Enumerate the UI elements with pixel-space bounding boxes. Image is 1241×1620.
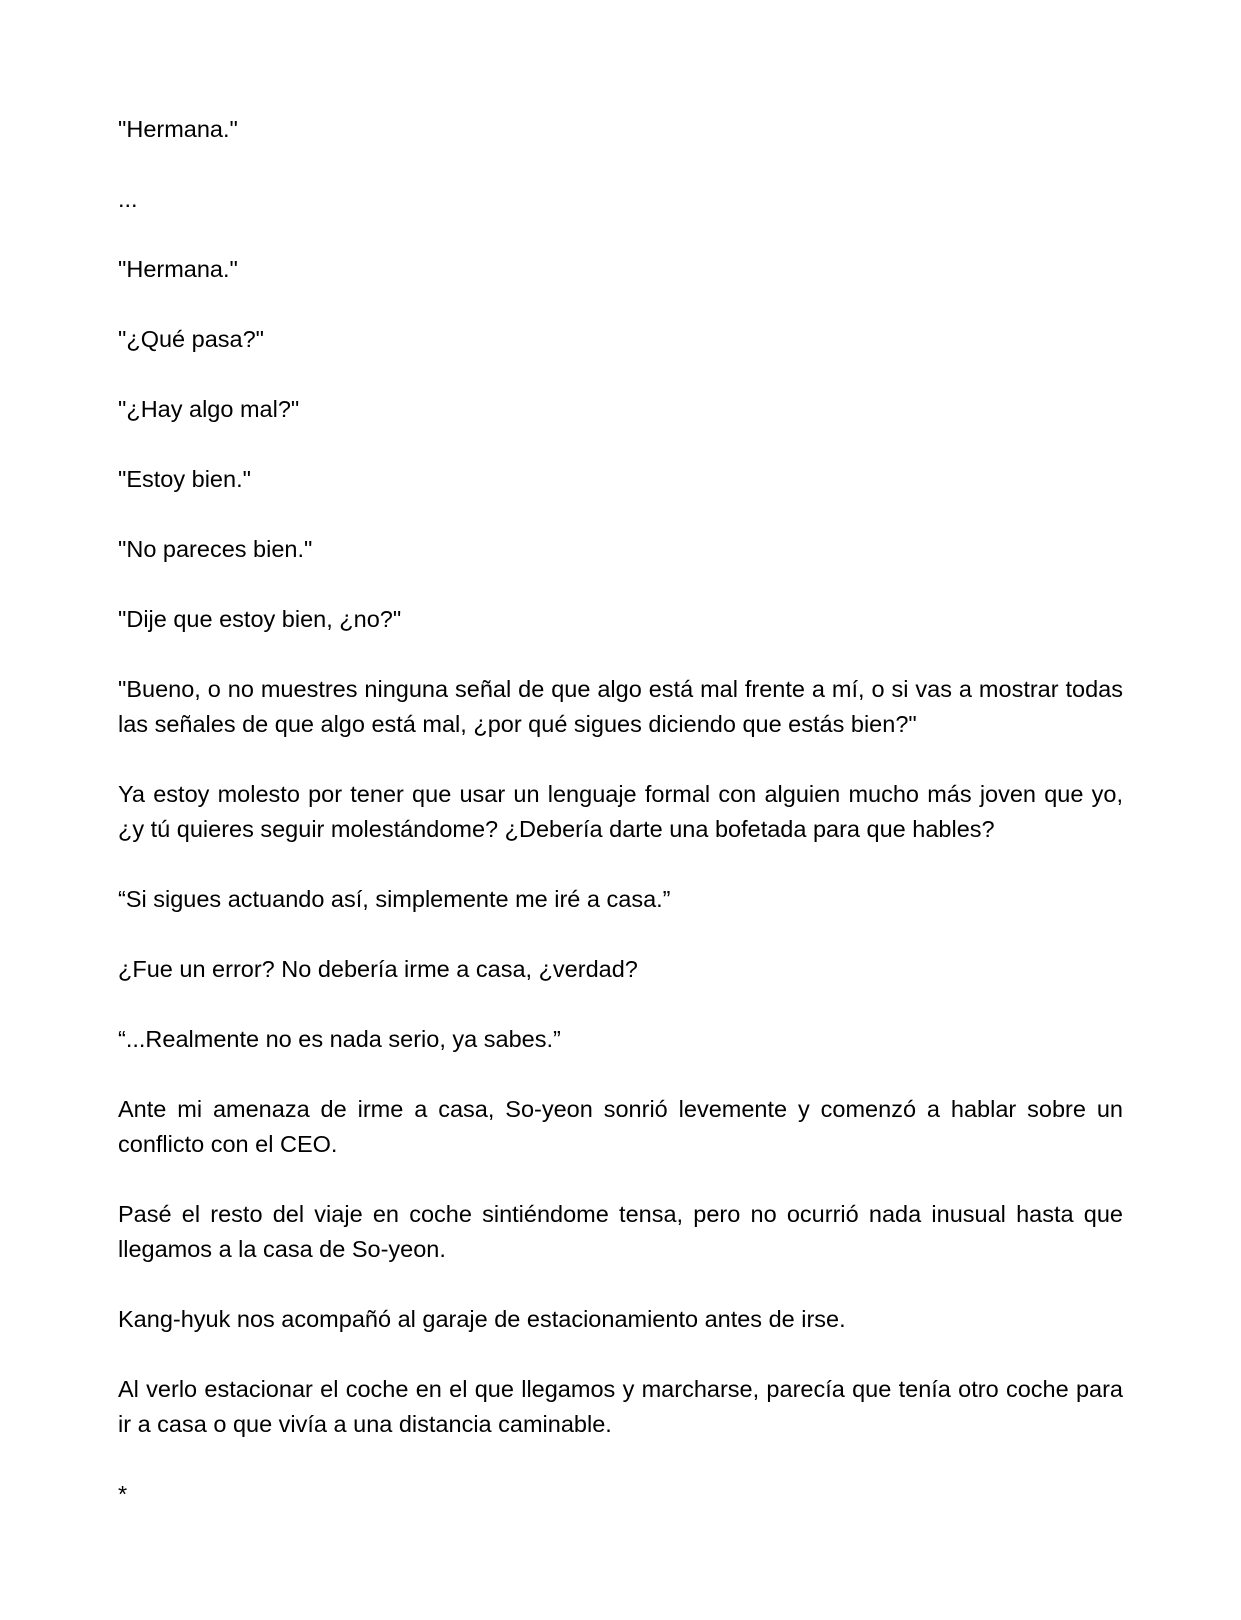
paragraph: "Hermana." (118, 116, 238, 142)
paragraph: "¿Qué pasa?" (118, 326, 265, 352)
scene-break-asterisk: * (118, 1481, 128, 1507)
paragraph: ¿Fue un error? No debería irme a casa, ¿verdad? (118, 956, 638, 982)
paragraph: Al verlo estacionar el coche en el que llegamos y marcharse, parecía que tenía otro coche para ir a casa o que vivía a una distancia caminable. (118, 1376, 1123, 1437)
paragraph: “Si sigues actuando así, simplemente me iré a casa.” (118, 886, 671, 912)
paragraph: Kang-hyuk nos acompañó al garaje de estacionamiento antes de irse. (118, 1306, 846, 1332)
paragraph: "Hermana." (118, 256, 238, 282)
paragraph: Ya estoy molesto por tener que usar un lenguaje formal con alguien mucho más joven que yo, ¿y tú quieres seguir molestándome? ¿Debería darte una bofetada para que hables? (118, 781, 1123, 842)
paragraph: Ante mi amenaza de irme a casa, So-yeon sonrió levemente y comenzó a hablar sobre un conflicto con el CEO. (118, 1096, 1123, 1157)
paragraph: "No pareces bien." (118, 536, 313, 562)
paragraph: “...Realmente no es nada serio, ya sabes.” (118, 1026, 561, 1052)
paragraph: "¿Hay algo mal?" (118, 396, 300, 422)
paragraph: Pasé el resto del viaje en coche sintiéndome tensa, pero no ocurrió nada inusual hasta que llegamos a la casa de So-yeon. (118, 1201, 1123, 1262)
paragraph: "Bueno, o no muestres ninguna señal de que algo está mal frente a mí, o si vas a mostrar todas las señales de que algo está mal, ¿por qué sigues diciendo que estás bien?" (118, 676, 1123, 737)
document-body (118, 112, 1123, 1547)
paragraph: "Estoy bien." (118, 466, 251, 492)
paragraph: "Dije que estoy bien, ¿no?" (118, 606, 402, 632)
paragraph: ... (118, 186, 138, 212)
